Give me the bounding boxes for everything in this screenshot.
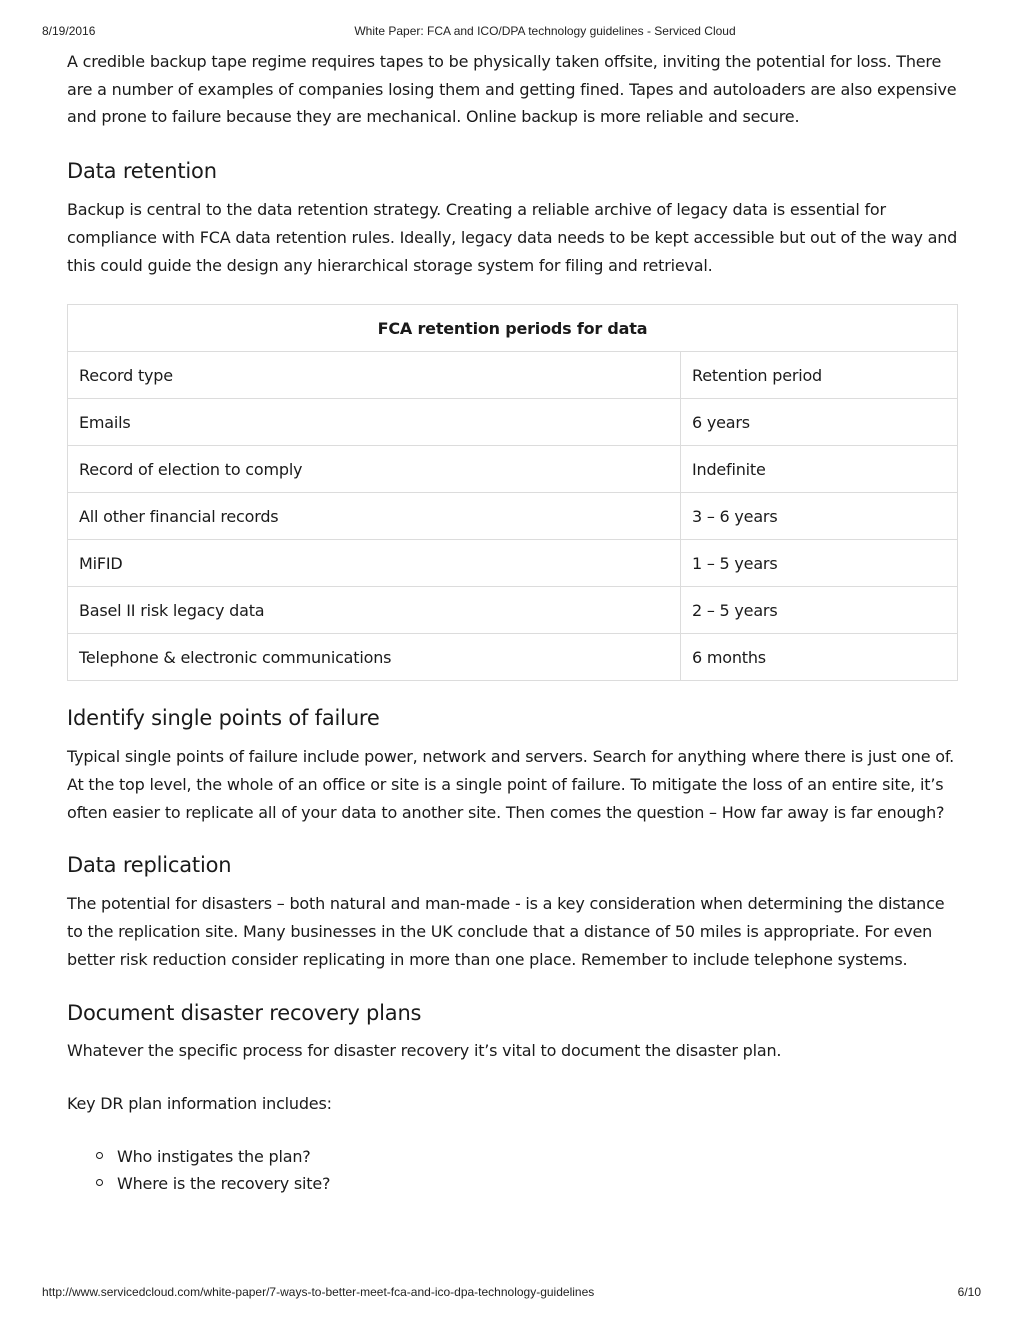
list-item xyxy=(67,1143,959,1171)
article-content xyxy=(67,48,959,1198)
record-type-cell: Basel II risk legacy data xyxy=(68,587,681,634)
single-points-heading: Identify single points of failure xyxy=(67,706,380,731)
table-header-row xyxy=(68,352,958,399)
table-caption-row xyxy=(68,305,958,352)
record-type-cell: Emails xyxy=(68,399,681,446)
dr-plans-list-intro: Key DR plan information includes: xyxy=(67,1094,332,1114)
intro-paragraph: A credible backup tape regime requires tapes to be physically taken offsite, inviting the potential for loss. There are a number of examples of companies losing them and getting fined. Tapes and autoloaders are also expensive and prone to failure because they are mechanical. Online backup is more reliable and secure. xyxy=(67,52,957,127)
retention-period-cell: 3 – 6 years xyxy=(681,493,958,540)
dr-plan-info-list xyxy=(67,1143,959,1198)
print-document-title: White Paper: FCA and ICO/DPA technology guidelines - Serviced Cloud xyxy=(354,24,736,38)
page-number: 6/10 xyxy=(957,1285,981,1299)
list-item-text: Who instigates the plan? xyxy=(117,1146,311,1166)
hollow-circle-bullet-icon xyxy=(96,1152,103,1159)
retention-period-cell: 6 years xyxy=(681,399,958,446)
list-item xyxy=(67,1170,959,1198)
record-type-cell: Record of election to comply xyxy=(68,446,681,493)
single-points-paragraph: Typical single points of failure include power, network and servers. Search for anything where there is just one of. At the top level, the whole of an office or site is a single point of failure. To mitigate the loss of an entire site, it’s often easier to replicate all of your data to another site. Then comes the question – How far away is far enough? xyxy=(67,747,954,822)
header-record-type: Record type xyxy=(68,352,681,399)
hollow-circle-bullet-icon xyxy=(96,1179,103,1186)
print-date: 8/19/2016 xyxy=(42,24,96,38)
record-type-cell: MiFID xyxy=(68,540,681,587)
retention-period-cell: 1 – 5 years xyxy=(681,540,958,587)
table-row xyxy=(68,540,958,587)
retention-periods-table xyxy=(67,304,958,681)
record-type-cell: Telephone & electronic communications xyxy=(68,634,681,681)
list-item-text: Where is the recovery site? xyxy=(117,1174,331,1194)
table-row xyxy=(68,493,958,540)
print-header xyxy=(0,24,1024,40)
record-type-cell: All other financial records xyxy=(68,493,681,540)
dr-plans-paragraph: Whatever the specific process for disaster recovery it’s vital to document the disaster plan. xyxy=(67,1041,782,1061)
table-caption: FCA retention periods for data xyxy=(68,305,958,352)
table-row xyxy=(68,446,958,493)
retention-period-cell: Indefinite xyxy=(681,446,958,493)
dr-plans-heading: Document disaster recovery plans xyxy=(67,1001,422,1026)
data-retention-heading: Data retention xyxy=(67,159,217,184)
data-replication-paragraph: The potential for disasters – both natural and man-made - is a key consideration when determining the distance to the replication site. Many businesses in the UK conclude that a distance of 50 miles is appropriate. For even better risk reduction consider replicating in more than one place. Remember to include telephone systems. xyxy=(67,894,945,969)
data-replication-heading: Data replication xyxy=(67,853,232,878)
print-url: http://www.servicedcloud.com/white-paper/7-ways-to-better-meet-fca-and-ico-dpa-technology-guidelines xyxy=(42,1285,595,1299)
data-retention-paragraph: Backup is central to the data retention strategy. Creating a reliable archive of legacy data is essential for compliance with FCA data retention rules. Ideally, legacy data needs to be kept accessible but out of the way and this could guide the design any hierarchical storage system for filing and retrieval. xyxy=(67,200,958,275)
table-row xyxy=(68,587,958,634)
retention-period-cell: 6 months xyxy=(681,634,958,681)
table-row xyxy=(68,634,958,681)
table-row xyxy=(68,399,958,446)
retention-period-cell: 2 – 5 years xyxy=(681,587,958,634)
header-retention-period: Retention period xyxy=(681,352,958,399)
